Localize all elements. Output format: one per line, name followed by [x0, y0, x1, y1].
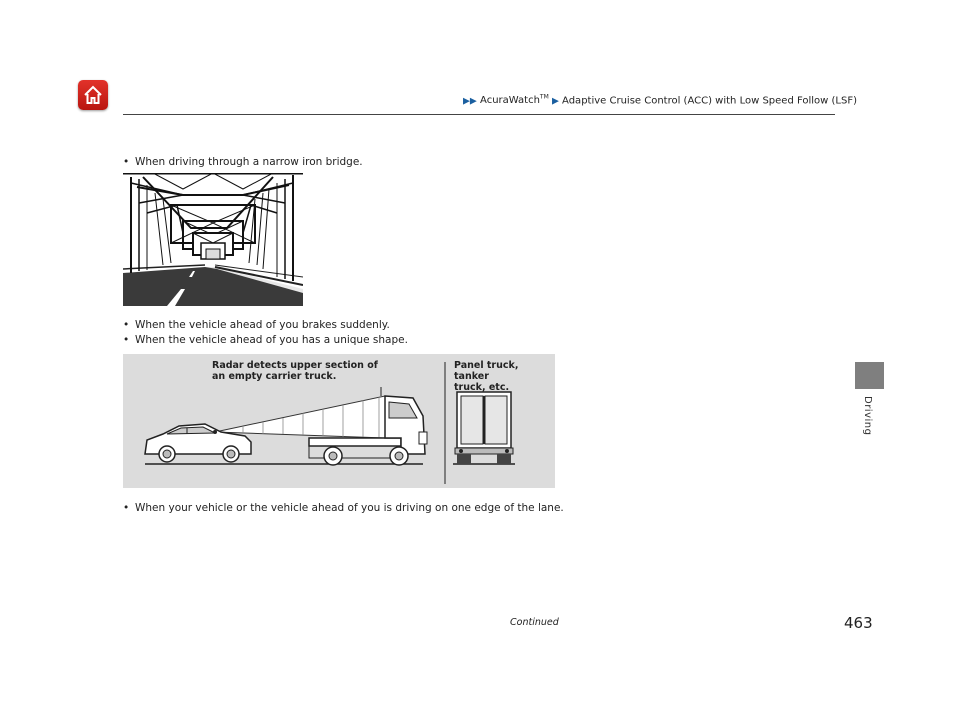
breadcrumb-item-acc[interactable]: Adaptive Cruise Control (ACC) with Low Speed Follow (LSF): [562, 95, 857, 107]
list-item: • When driving through a narrow iron bridge.: [123, 156, 363, 168]
section-tab-label: Driving: [862, 396, 873, 436]
figure-caption-panel-truck: Panel truck, tanker truck, etc.: [454, 360, 519, 393]
radar-illustration: [123, 354, 555, 488]
bullet-icon: •: [123, 319, 130, 331]
figure-caption-radar: Radar detects upper section of an empty carrier truck.: [212, 360, 378, 382]
list-item: • When the vehicle ahead of you brakes suddenly.: [123, 319, 390, 331]
section-tab-marker: [855, 362, 884, 389]
bullet-icon: •: [123, 334, 130, 346]
continued-label: Continued: [510, 617, 559, 628]
home-icon: [82, 84, 104, 106]
bullet-icon: •: [123, 156, 130, 168]
breadcrumb-arrow-icon: ▶▶: [463, 96, 477, 107]
home-button[interactable]: [78, 80, 108, 110]
bullet-icon: •: [123, 502, 130, 514]
page-number: 463: [844, 614, 873, 632]
breadcrumb-arrow-icon: ▶: [551, 96, 559, 107]
bridge-illustration: [123, 173, 303, 306]
breadcrumb: [463, 94, 857, 106]
list-item: • When the vehicle ahead of you has a unique shape.: [123, 334, 408, 346]
breadcrumb-item-acurawatch[interactable]: AcuraWatch™: [480, 94, 549, 107]
header-rule: [123, 114, 835, 115]
list-item: • When your vehicle or the vehicle ahead of you is driving on one edge of the lane.: [123, 502, 564, 514]
